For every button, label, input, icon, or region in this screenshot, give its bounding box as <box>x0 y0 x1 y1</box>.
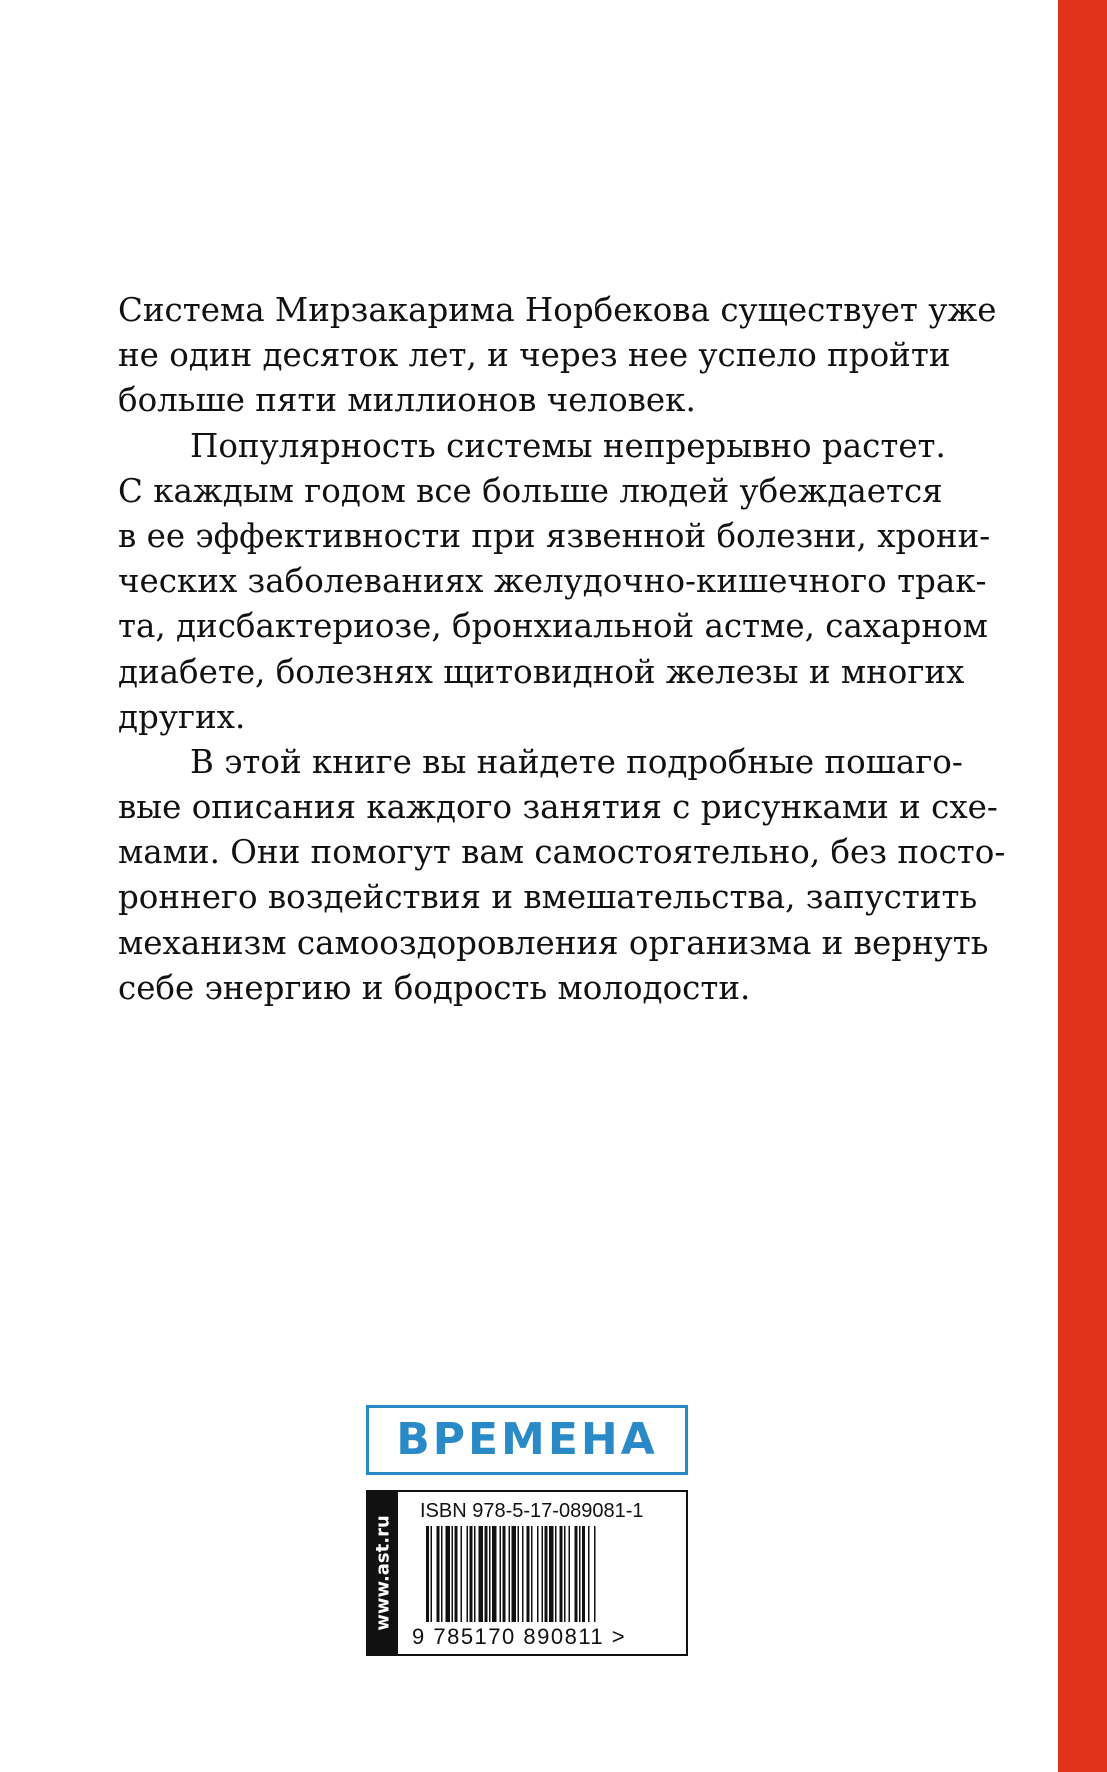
blurb-line: роннего воздействия и вмешательства, запустить <box>118 878 978 917</box>
barcode-bar <box>518 1526 520 1622</box>
barcode-bars <box>426 1526 660 1626</box>
blurb-line: механизм самооздоровления организма и вернуть <box>118 923 989 962</box>
barcode-bar <box>470 1526 473 1622</box>
barcode-bar <box>522 1526 524 1622</box>
barcode-bar <box>527 1526 530 1622</box>
blurb-line: больше пяти миллионов человек. <box>118 381 696 420</box>
blurb-line: В этой книге вы найдете подробные пошаго- <box>190 742 963 781</box>
barcode-bar <box>537 1526 539 1622</box>
barcode-bar <box>509 1526 511 1622</box>
isbn-barcode-block <box>366 1490 688 1656</box>
blurb-paragraph-1 <box>118 288 997 424</box>
barcode-bar <box>446 1526 451 1622</box>
barcode-bar <box>564 1526 566 1622</box>
blurb-line: не один десяток лет, и через нее успело пройти <box>118 336 951 375</box>
publisher-logo <box>366 1405 688 1475</box>
blurb-paragraph-2 <box>118 424 991 740</box>
blurb-line: Популярность системы непрерывно растет. <box>190 426 946 465</box>
blurb-paragraph-3 <box>118 740 1006 1011</box>
barcode-digits: 9 785170 890811 > <box>412 1624 627 1649</box>
barcode-bar <box>426 1526 429 1622</box>
blurb-line: та, дисбактериозе, бронхиальной астме, сахарном <box>118 607 988 646</box>
barcode-bar <box>492 1526 497 1622</box>
blurb-text <box>118 288 1006 1011</box>
barcode-bar <box>542 1526 544 1622</box>
barcode-bar <box>437 1526 440 1622</box>
blurb-line: диабете, болезнях щитовидной железы и многих <box>118 652 965 691</box>
blurb-line: себе энергию и бодрость молодости. <box>118 968 751 1007</box>
blurb-line: ческих заболеваниях желудочно-кишечного трак- <box>118 562 987 601</box>
barcode-bar <box>467 1526 469 1622</box>
barcode-bar <box>485 1526 488 1622</box>
isbn-label: ISBN 978-5-17-089081-1 <box>420 1500 644 1522</box>
barcode-bar <box>560 1526 563 1622</box>
barcode-bar <box>503 1526 506 1622</box>
barcode-bar <box>500 1526 502 1622</box>
blurb-line: других. <box>118 697 246 736</box>
blurb-line: мами. Они помогут вам самостоятельно, без посто- <box>118 833 1006 872</box>
barcode-bar <box>549 1526 554 1622</box>
spine-stripe <box>1058 0 1107 1772</box>
barcode-bar <box>452 1526 454 1622</box>
barcode-bar <box>489 1526 491 1622</box>
barcode-bar <box>594 1526 596 1622</box>
barcode-bar <box>545 1526 548 1622</box>
website-text: www.ast.ru <box>372 1515 394 1631</box>
blurb-line: в ее эффективности при язвенной болезни, хрони- <box>118 516 991 555</box>
barcode-bar <box>461 1526 463 1622</box>
blurb-line: С каждым годом все больше людей убеждается <box>118 471 943 510</box>
barcode-bar <box>479 1526 484 1622</box>
blurb-line: Система Мирзакарима Норбекова существует уже <box>118 291 997 329</box>
publisher-logo-text: ВРЕМЕНА <box>396 1414 658 1465</box>
barcode-bar <box>474 1526 476 1622</box>
website-strip <box>368 1492 398 1654</box>
barcode-bar <box>512 1526 517 1622</box>
barcode-bar <box>569 1526 571 1622</box>
barcode-bar <box>431 1526 433 1622</box>
barcode-bar <box>455 1526 458 1622</box>
barcode-bar <box>575 1526 578 1622</box>
blurb-line: вые описания каждого занятия с рисунками и схе- <box>118 788 998 827</box>
barcode-bar <box>579 1526 581 1622</box>
barcode-bar <box>582 1526 585 1622</box>
barcode-bar <box>441 1526 443 1622</box>
barcode-bar <box>531 1526 533 1622</box>
barcode-bar <box>588 1526 590 1622</box>
barcode-bar <box>555 1526 557 1622</box>
